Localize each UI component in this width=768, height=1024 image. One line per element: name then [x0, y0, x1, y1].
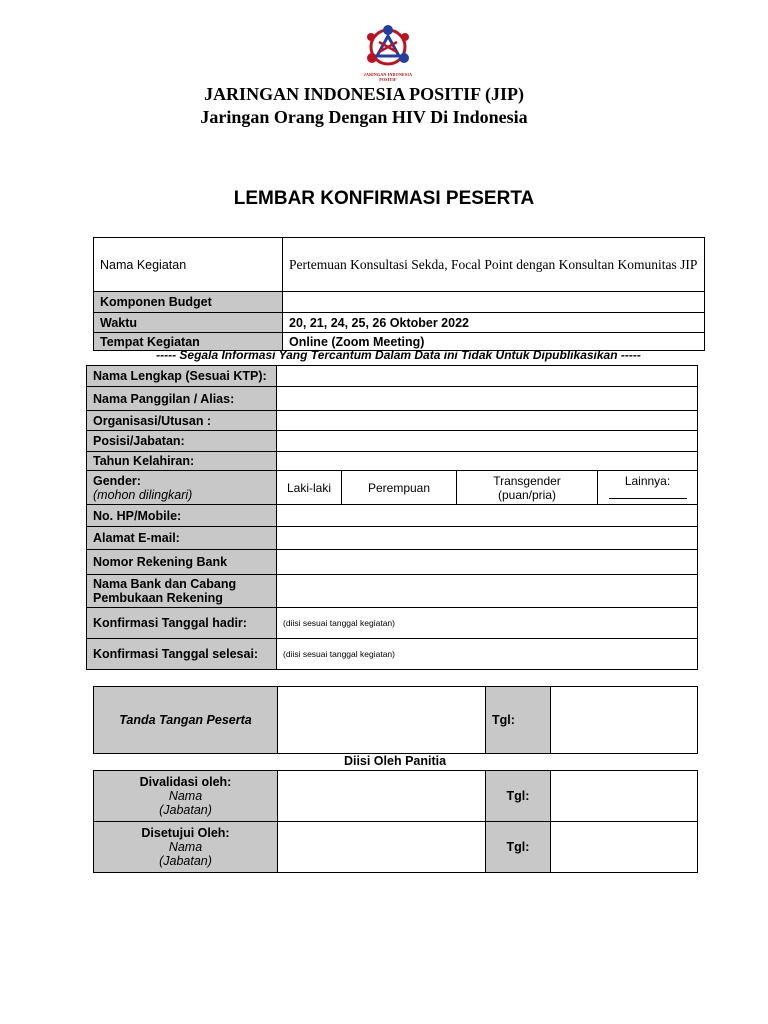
- gender-hint: (mohon dilingkari): [93, 487, 193, 502]
- divalidasi-nama: Nama: [168, 789, 203, 803]
- tempat-label: Tempat Kegiatan: [94, 333, 283, 351]
- tahun-kelahiran-field[interactable]: [277, 452, 698, 471]
- organisasi-label: Organisasi/Utusan :: [87, 411, 277, 431]
- nama-kegiatan-value: Pertemuan Konsultasi Sekda, Focal Point dengan Konsultan Komunitas JIP: [283, 238, 705, 292]
- transgender-label: Transgender: [493, 473, 561, 488]
- disetujui-label: [94, 822, 278, 873]
- lainnya-blank-line: [609, 492, 687, 499]
- konfirmasi-selesai-label: Konfirmasi Tanggal selesai:: [87, 639, 277, 670]
- committee-heading: Diisi Oleh Panitia: [343, 754, 447, 768]
- row-nama-lengkap: [87, 366, 698, 387]
- email-label: Alamat E-mail:: [87, 527, 277, 550]
- no-hp-field[interactable]: [277, 505, 698, 527]
- bank-field[interactable]: [277, 575, 698, 608]
- disetujui-jabatan: (Jabatan): [159, 854, 212, 868]
- row-bank: [87, 575, 698, 608]
- posisi-field[interactable]: [277, 431, 698, 452]
- row-email: [87, 527, 698, 550]
- disetujui-signature-field[interactable]: [278, 822, 486, 873]
- row-disetujui: [94, 822, 698, 873]
- organization-tagline: Jaringan Orang Dengan HIV Di Indonesia: [200, 107, 528, 127]
- waktu-label: Waktu: [94, 313, 283, 333]
- signature-date-field[interactable]: [551, 687, 698, 754]
- row-konfirmasi-hadir: [87, 608, 698, 639]
- logo-caption: JARINGAN INDONESIA POSITIF: [363, 72, 413, 82]
- disetujui-title: Disetujui Oleh:: [141, 826, 230, 840]
- transgender-sub: (puan/pria): [497, 487, 557, 502]
- waktu-value: 20, 21, 24, 25, 26 Oktober 2022: [283, 313, 705, 333]
- divalidasi-date-field[interactable]: [551, 771, 698, 822]
- disetujui-date-label: Tgl:: [486, 822, 551, 873]
- row-organisasi: [87, 411, 698, 431]
- confidentiality-notice: ----- Segala Informasi Yang Tercantum Dalam Data ini Tidak Untuk Dipublikasikan -----: [156, 348, 641, 362]
- signature-date-label: Tgl:: [486, 687, 551, 754]
- row-rekening: [87, 550, 698, 575]
- nama-lengkap-label: Nama Lengkap (Sesuai KTP):: [87, 366, 277, 387]
- signature-label: Tanda Tangan Peserta: [94, 687, 278, 754]
- nama-panggilan-label: Nama Panggilan / Alias:: [87, 387, 277, 411]
- row-komponen-budget: [94, 292, 705, 313]
- email-field[interactable]: [277, 527, 698, 550]
- tempat-value: Online (Zoom Meeting): [283, 333, 705, 351]
- row-nama-panggilan: [87, 387, 698, 411]
- row-posisi: [87, 431, 698, 452]
- komponen-budget-label: Komponen Budget: [94, 292, 283, 313]
- row-waktu: [94, 313, 705, 333]
- nama-panggilan-field[interactable]: [277, 387, 698, 411]
- form-title: LEMBAR KONFIRMASI PESERTA: [233, 188, 535, 209]
- gender-label-text: Gender:: [93, 473, 141, 488]
- divalidasi-date-label: Tgl:: [486, 771, 551, 822]
- event-info-table: [93, 237, 705, 351]
- row-signature: [94, 687, 698, 754]
- row-konfirmasi-selesai: [87, 639, 698, 670]
- row-gender: [87, 471, 698, 505]
- lainnya-label: Lainnya:: [624, 473, 671, 488]
- posisi-label: Posisi/Jabatan:: [87, 431, 277, 452]
- disetujui-nama: Nama: [168, 840, 203, 854]
- rekening-field[interactable]: [277, 550, 698, 575]
- divalidasi-signature-field[interactable]: [278, 771, 486, 822]
- gender-option-perempuan[interactable]: Perempuan: [342, 471, 457, 505]
- gender-option-laki[interactable]: Laki-laki: [277, 471, 342, 505]
- row-nama-kegiatan: [94, 238, 705, 292]
- nama-lengkap-field[interactable]: [277, 366, 698, 387]
- rekening-label: Nomor Rekening Bank: [87, 550, 277, 575]
- signature-field[interactable]: [278, 687, 486, 754]
- nama-kegiatan-label: Nama Kegiatan: [94, 238, 283, 292]
- bank-label: [87, 575, 277, 608]
- row-no-hp: [87, 505, 698, 527]
- bank-label-line2: Pembukaan Rekening: [93, 591, 223, 605]
- committee-table: [93, 770, 698, 873]
- komponen-budget-field[interactable]: [283, 292, 705, 313]
- disetujui-date-field[interactable]: [551, 822, 698, 873]
- row-tahun-kelahiran: [87, 452, 698, 471]
- divalidasi-label: [94, 771, 278, 822]
- row-divalidasi: [94, 771, 698, 822]
- gender-label: [87, 471, 277, 505]
- organization-name: JARINGAN INDONESIA POSITIF (JIP): [204, 84, 524, 104]
- participant-table: [86, 365, 698, 670]
- tahun-kelahiran-label: Tahun Kelahiran:: [87, 452, 277, 471]
- konfirmasi-hadir-field[interactable]: (diisi sesuai tanggal kegiatan): [277, 608, 698, 639]
- divalidasi-title: Divalidasi oleh:: [139, 775, 232, 789]
- signature-table: [93, 686, 698, 754]
- gender-option-lainnya[interactable]: [598, 471, 698, 505]
- no-hp-label: No. HP/Mobile:: [87, 505, 277, 527]
- konfirmasi-selesai-field[interactable]: (diisi sesuai tanggal kegiatan): [277, 639, 698, 670]
- gender-option-transgender[interactable]: [457, 471, 598, 505]
- konfirmasi-hadir-label: Konfirmasi Tanggal hadir:: [87, 608, 277, 639]
- jip-logo: [355, 22, 421, 80]
- divalidasi-jabatan: (Jabatan): [159, 803, 212, 817]
- organisasi-field[interactable]: [277, 411, 698, 431]
- bank-label-line1: Nama Bank dan Cabang: [93, 577, 237, 591]
